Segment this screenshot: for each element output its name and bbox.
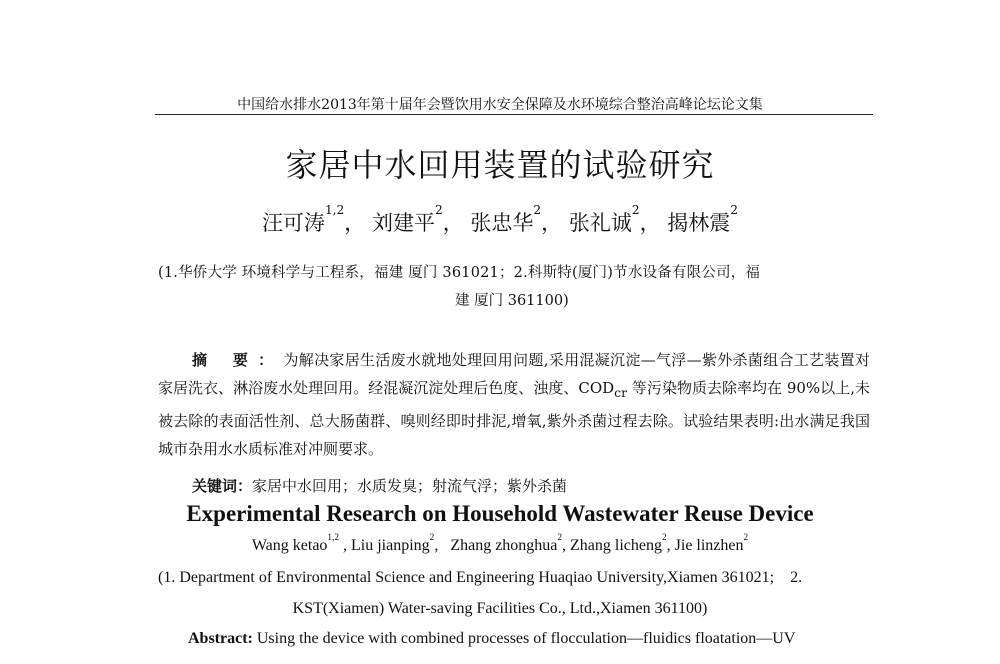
affiliation-mark: 2	[631, 203, 640, 217]
en-title: Experimental Research on Household Wastewater Reuse Device	[186, 501, 814, 526]
en-affiliation-line-1: (1. Department of Environmental Science and Engineering Huaqiao University,Xiamen 361021; 2.	[158, 569, 803, 586]
cn-abstract	[158, 346, 870, 463]
cn-abstract-label: 摘 要：	[192, 351, 284, 369]
en-abstract-text: Using the device with combined processes of flocculation—fluidics floatation—UV	[252, 630, 796, 647]
header-rule	[155, 114, 873, 115]
en-abstract	[188, 630, 795, 648]
affiliation-mark: 2	[662, 533, 667, 543]
affiliation-mark: 2	[557, 533, 563, 543]
author-name: Zhang zhonghua	[450, 537, 558, 554]
cn-author-list	[0, 203, 1000, 237]
author-name: 张礼诚	[568, 211, 632, 235]
affiliation-mark: 1,2	[327, 533, 340, 543]
affiliation-mark: 1,2	[324, 203, 345, 217]
en-author-list	[0, 533, 1000, 555]
en-author: Zhang zhonghua$^2$,	[450, 533, 571, 554]
author-name: 张忠华	[470, 211, 534, 235]
en-affiliation-line-2: KST(Xiamen) Water-saving Facilities Co., Ltd.,Xiamen 361100)	[292, 600, 708, 617]
affiliation-mark: 2	[730, 203, 739, 217]
cn-author: 张忠华$^2$，	[470, 203, 563, 235]
author-name: Jie linzhen	[674, 537, 744, 554]
en-author: Liu jianping$^2$,	[351, 533, 451, 554]
cn-author: 张礼诚$^2$，	[568, 203, 661, 235]
affiliation-mark: 2	[743, 533, 749, 543]
cod-subscript: cr	[614, 385, 628, 400]
cn-author: 汪可涛$^{1,2}$，	[261, 203, 366, 235]
affiliation-mark: 2	[434, 203, 443, 217]
author-name: Liu jianping	[351, 537, 430, 554]
cn-author: 刘建平$^2$，	[371, 203, 464, 235]
cn-title: 家居中水回用装置的试验研究	[285, 146, 715, 184]
author-name: 汪可涛	[261, 211, 325, 235]
en-author: Zhang licheng$^2$,	[570, 533, 675, 554]
en-author	[674, 533, 749, 554]
affiliation-mark: 2	[533, 203, 542, 217]
en-abstract-label: Abstract:	[188, 630, 253, 647]
author-name: 揭林震	[667, 211, 731, 235]
cn-keywords-label: 关键词：	[192, 477, 253, 495]
cn-keywords-text: 家居中水回用；水质发臭；射流气浮；紫外杀菌	[252, 477, 568, 495]
author-name: Zhang licheng	[570, 537, 662, 554]
affiliation-mark: 2	[429, 533, 435, 543]
author-name: Wang ketao	[251, 537, 328, 554]
running-header: 中国给水排水2013年第十届年会暨饮用水安全保障及水环境综合整治高峰论坛论文集	[237, 97, 763, 113]
cn-abstract-text: 为解决家居生活废水就地处理回用问题,采用混凝沉淀—气浮—紫外杀菌组合工艺装置对家居洗衣、淋浴废水处理回用。经混凝沉淀处理后色度、浊度、COD	[158, 351, 870, 397]
cn-affiliation-line-1: (1.华侨大学 环境科学与工程系，福建 厦门 361021；2.科斯特(厦门)节水设备有限公司，福	[158, 265, 761, 281]
cn-keywords	[192, 475, 567, 496]
cn-author	[667, 203, 739, 235]
cn-affiliation-line-2: 建 厦门 361100)	[455, 293, 569, 309]
author-name: 刘建平	[371, 211, 435, 235]
cn-abstract-text-cont: 等污染物质去除率均在 90%以上,未被去除的表面活性剂、总大肠菌群、嗅则经即时排泥,增氧,紫外杀菌过程去除。试验结果表明:出水满足我国城市杂用水水质标准对冲厕要求。	[158, 379, 870, 458]
en-author: Wang ketao$^{1,2}$ ,	[251, 533, 352, 554]
